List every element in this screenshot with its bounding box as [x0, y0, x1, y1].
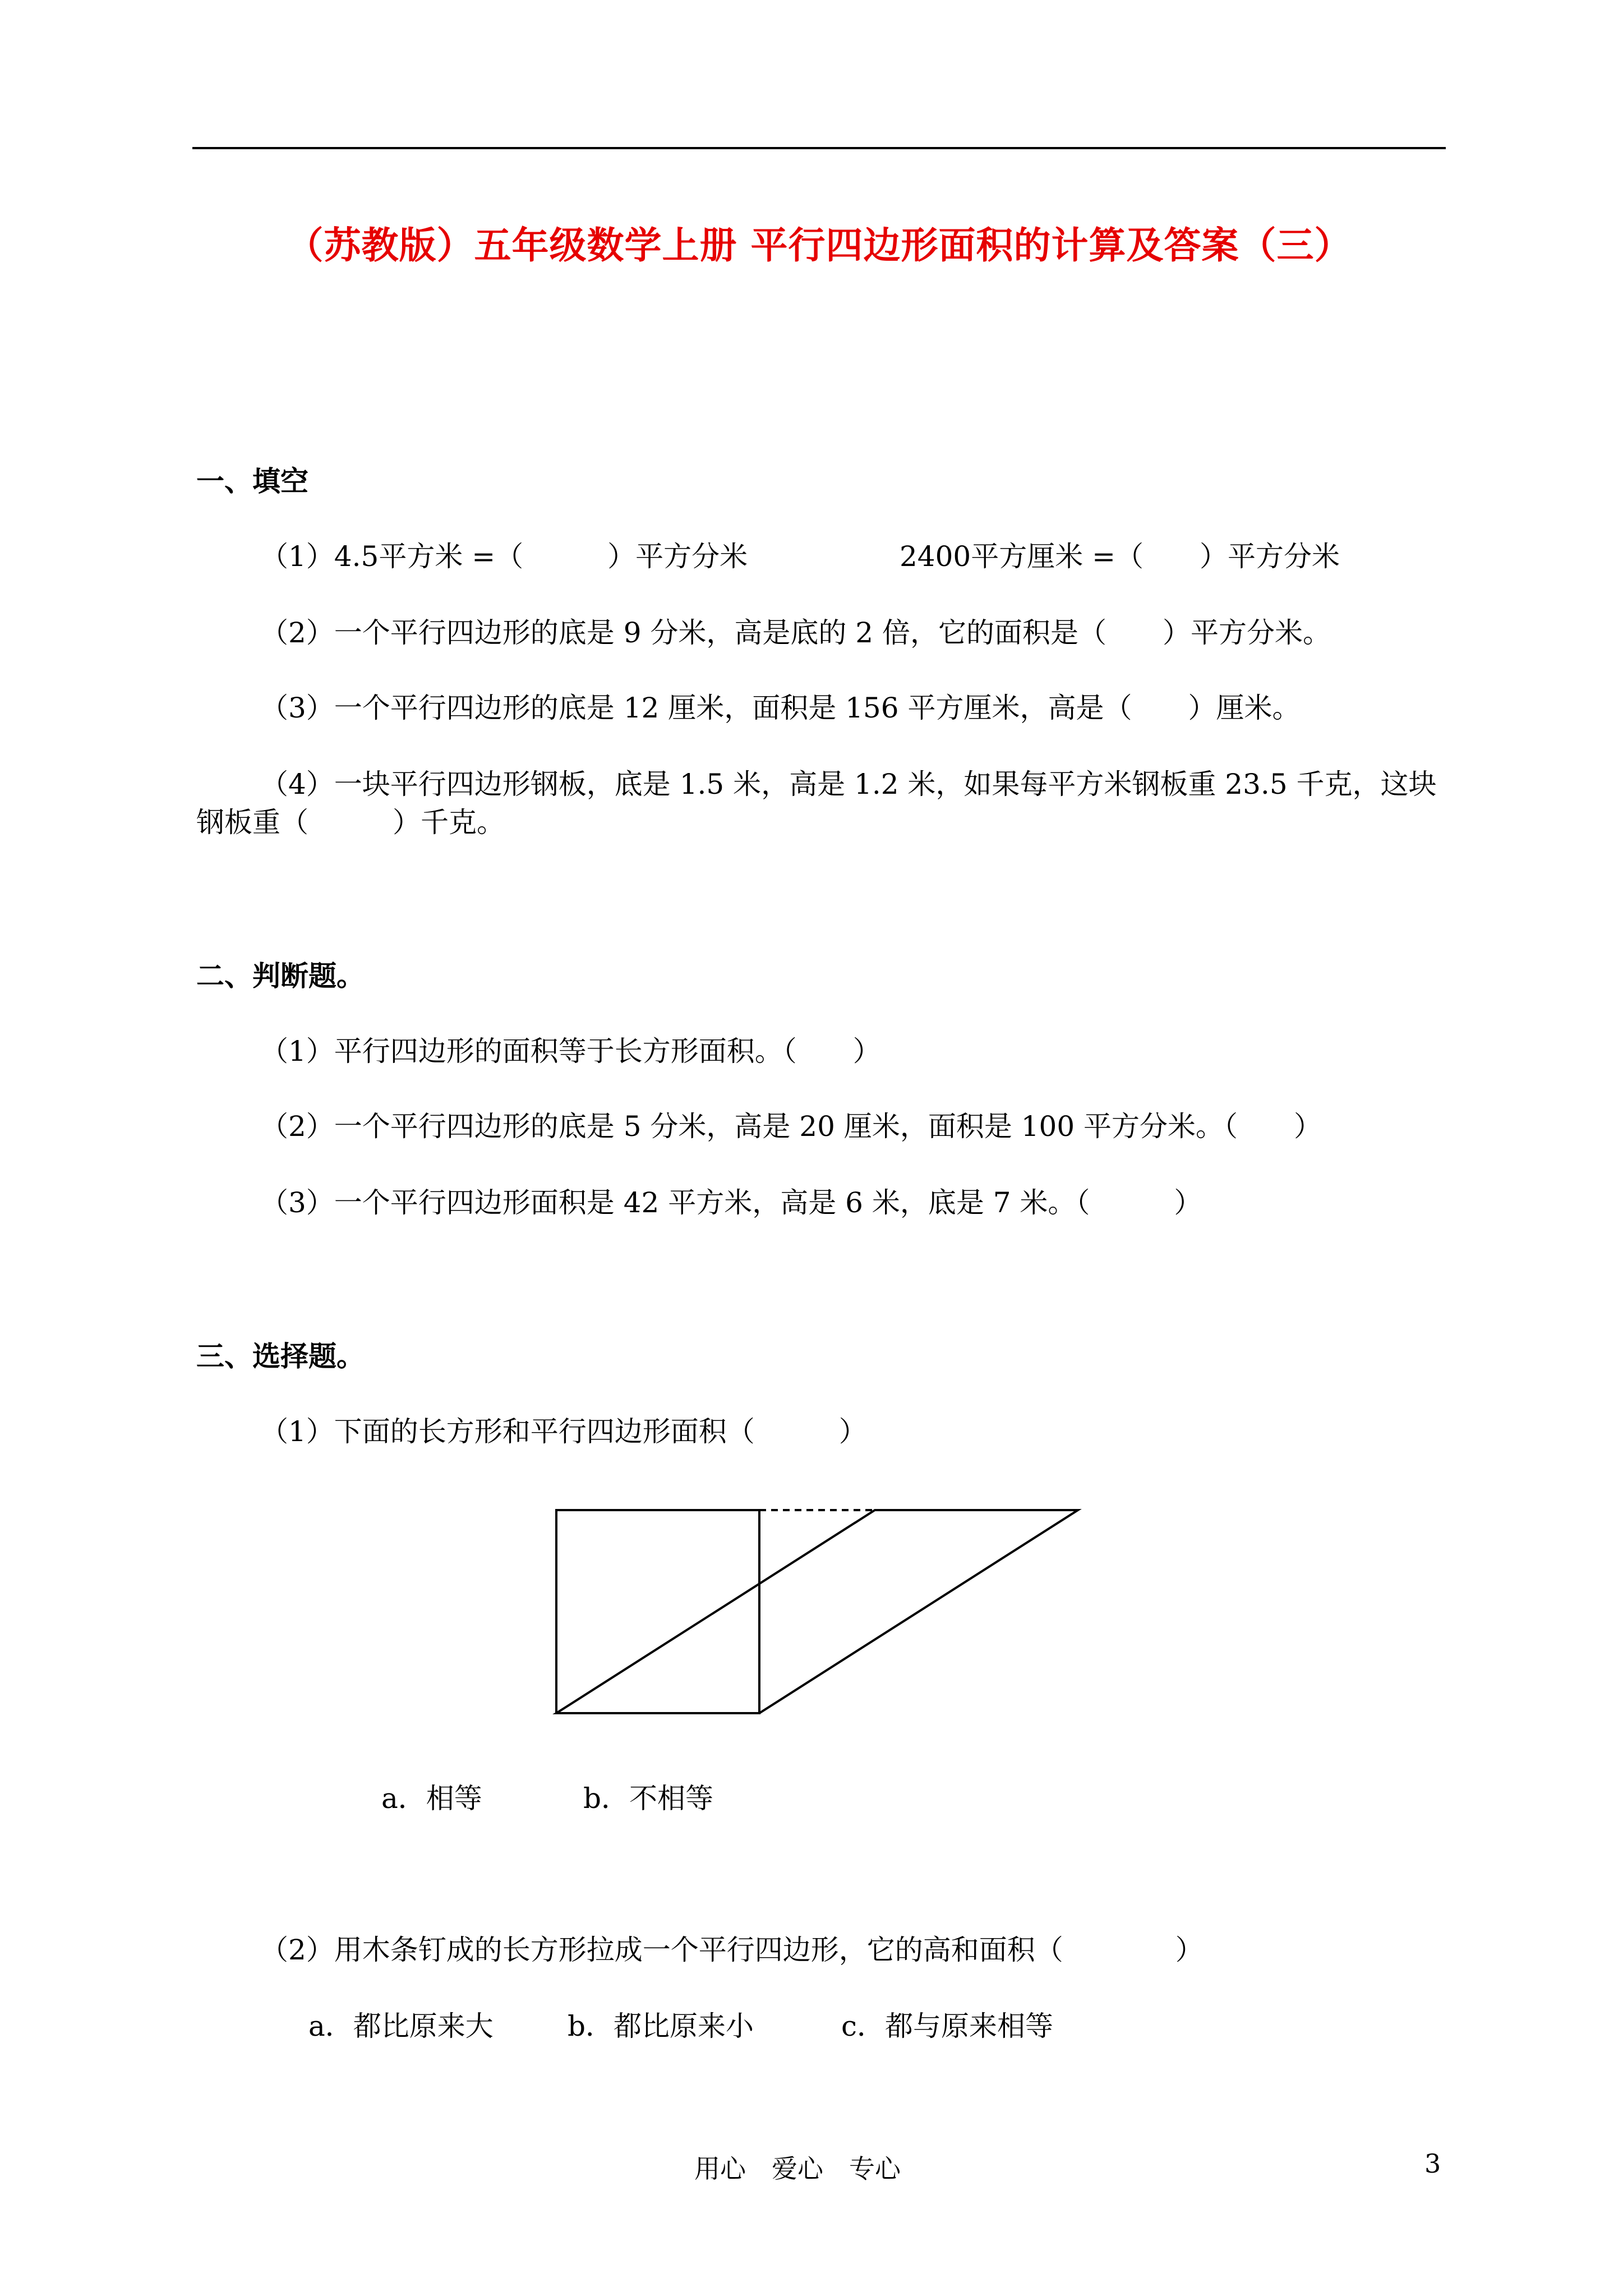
- choice-1-option-b: b．不相等: [583, 1782, 714, 1815]
- fill-question-1a: （1）4.5平方米 =（ ）平方分米: [260, 540, 748, 573]
- choice-2-option-a: a．都比原来大: [308, 2010, 494, 2042]
- judge-question-2: （2）一个平行四边形的底是 5 分米，高是 20 厘米，面积是 100 平方分米。（ ）: [260, 1110, 1322, 1143]
- square-shape: [556, 1510, 759, 1713]
- choice-question-1: （1）下面的长方形和平行四边形面积（ ）: [260, 1415, 867, 1448]
- parallelogram-shape: [556, 1510, 1078, 1713]
- choice-1-option-a: a．相等: [381, 1782, 482, 1815]
- judge-question-3: （3）一个平行四边形面积是 42 平方米，高是 6 米，底是 7 米。（ ）: [260, 1186, 1202, 1219]
- fill-question-4-line-2: 钢板重（ ）千克。: [196, 806, 505, 839]
- page-number: 3: [1424, 2148, 1441, 2179]
- choice-question-2: （2）用木条钉成的长方形拉成一个平行四边形，它的高和面积（ ）: [260, 1934, 1204, 1966]
- fill-question-2: （2）一个平行四边形的底是 9 分米，高是底的 2 倍，它的面积是（ ）平方分米。: [260, 616, 1331, 649]
- choice-2-option-c: c．都与原来相等: [841, 2010, 1054, 2042]
- judge-question-1: （1）平行四边形的面积等于长方形面积。（ ）: [260, 1035, 881, 1068]
- page-title: （苏教版）五年级数学上册 平行四边形面积的计算及答案（三）: [286, 223, 1352, 267]
- section-heading-judge: 二、判断题。: [196, 959, 365, 992]
- header-rule: [192, 147, 1446, 149]
- section-heading-fill: 一、填空: [196, 464, 308, 498]
- fill-question-1b: 2400平方厘米 =（ ）平方分米: [900, 540, 1340, 573]
- footer-motto: 用心 爱心 专心: [694, 2154, 901, 2184]
- choice-2-option-b: b．都比原来小: [568, 2010, 754, 2042]
- fill-question-4-line-1: （4）一块平行四边形钢板，底是 1.5 米，高是 1.2 米，如果每平方米钢板重 23.5 千克，这块: [260, 768, 1437, 800]
- fill-question-3: （3）一个平行四边形的底是 12 厘米，面积是 156 平方厘米，高是（ ）厘米。: [260, 692, 1301, 724]
- rectangle-parallelogram-figure: [550, 1503, 1088, 1717]
- section-heading-choice: 三、选择题。: [196, 1340, 365, 1373]
